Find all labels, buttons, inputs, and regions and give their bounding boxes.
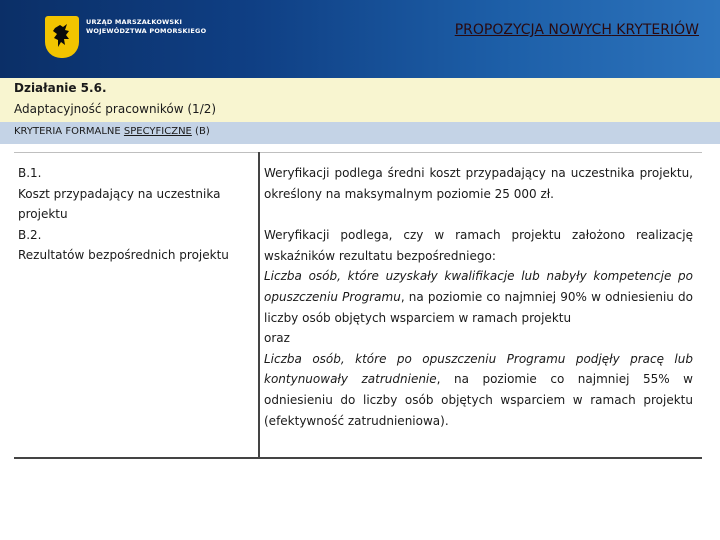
b2-intro: Weryfikacji podlega, czy w ramach projektu założono realizację wskaźników rezultatu bezpośredniego: <box>264 228 693 263</box>
b1-code: B.1. <box>18 166 42 180</box>
b2-indicator-1-name: Liczba osób, które uzyskały kwalifikacje lub nabyły kompetencje po opuszczeniu Programu <box>264 269 693 304</box>
griffin-crest-icon <box>45 16 79 58</box>
action-name: Adaptacyjność pracowników (1/2) <box>14 102 217 116</box>
action-band <box>0 78 720 122</box>
criteria-heading-part-3: (B) <box>191 126 210 137</box>
spacer <box>264 204 693 225</box>
title-part-1: PROPOZYCJA NOWYCH <box>454 22 612 38</box>
organization-name <box>86 18 206 36</box>
b2-indicator-2-rest: , na poziomie co najmniej 55% w odniesieniu do liczby osób objętych wsparciem w ramach projektu (efektywność zatrudnieniowa). <box>264 372 693 428</box>
b2-indicator-1-rest: , na poziomie co najmniej 90% w odniesieniu do liczby osób objętych wsparciem w ramach projektu <box>264 289 693 325</box>
b2-indicator-1 <box>264 266 693 328</box>
action-label: Działanie 5.6. <box>14 81 107 95</box>
table-bottom-rule <box>14 457 702 459</box>
criteria-descriptions-column <box>264 163 693 431</box>
b2-connector: oraz <box>264 331 290 346</box>
org-line-1: URZĄD MARSZAŁKOWSKI <box>86 18 183 26</box>
criteria-band <box>0 122 720 144</box>
b1-description: Weryfikacji podlega średni koszt przypadający na uczestnika projektu, określony na maksymalnym poziomie 25 000 zł. <box>264 166 693 201</box>
b2-indicator-2-name: Liczba osób, które po opuszczeniu Programu podjęły pracę lub kontynuowały zatrudnienie <box>264 351 693 387</box>
criteria-heading-part-1: KRYTERIA FORMALNE <box>14 126 124 137</box>
griffin-icon <box>51 22 73 50</box>
column-divider <box>258 152 260 457</box>
table-top-rule <box>14 152 702 153</box>
b2-name: Rezultatów bezpośrednich projektu <box>18 248 229 263</box>
org-line-2: WOJEWÓDZTWA POMORSKIEGO <box>86 27 207 35</box>
b1-name-line-1: Koszt przypadający na uczestnika <box>18 186 221 201</box>
b1-name-line-2: projektu <box>18 207 68 222</box>
title-part-2: KRYTERIÓW <box>611 22 699 38</box>
criteria-heading <box>14 126 210 137</box>
b2-code: B.2. <box>18 227 42 242</box>
header-banner <box>0 0 720 78</box>
criteria-heading-part-2: SPECYFICZNE <box>123 126 192 137</box>
page-title <box>455 22 699 38</box>
b2-indicator-2 <box>264 349 693 431</box>
criteria-names-column <box>18 163 256 266</box>
